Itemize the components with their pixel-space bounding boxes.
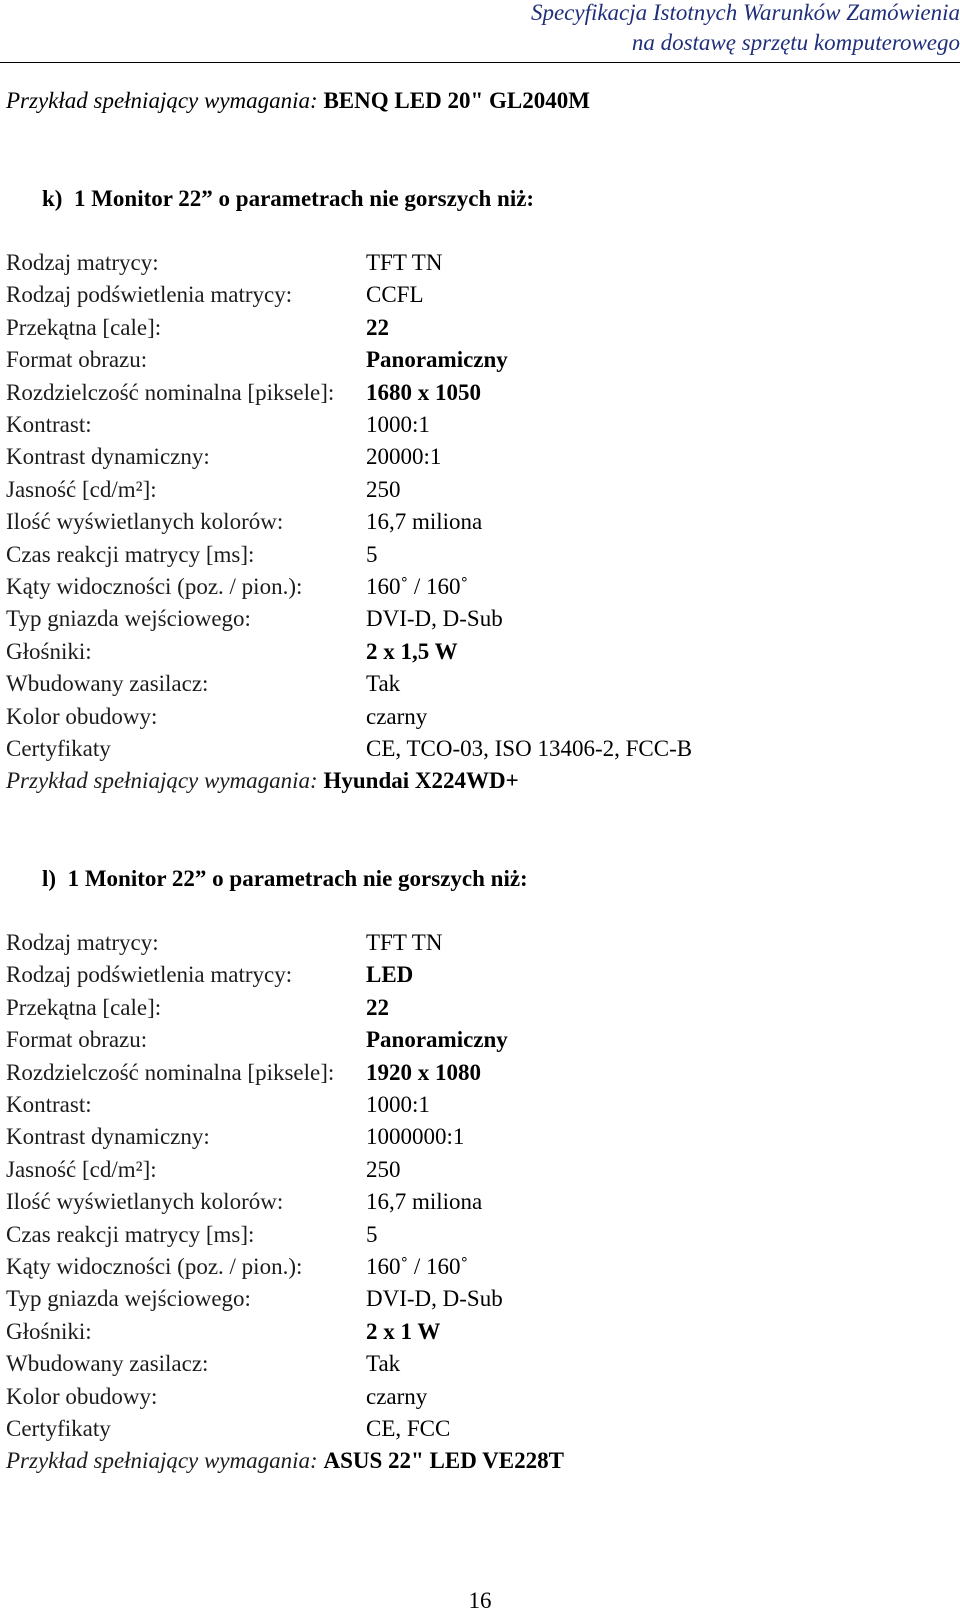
spec-label: Głośniki: bbox=[6, 1318, 92, 1344]
spec-row bbox=[6, 638, 458, 665]
spec-value: 2 x 1 W bbox=[366, 1318, 441, 1344]
example-label: Przykład spełniający wymagania: bbox=[6, 768, 318, 793]
spec-label: Rodzaj podświetlenia matrycy: bbox=[6, 282, 293, 308]
spec-label: Czas reakcji matrycy [ms]: bbox=[6, 1221, 255, 1247]
spec-value: 1000:1 bbox=[366, 412, 430, 437]
spec-row bbox=[6, 1124, 465, 1150]
spec-label: Jasność [cd/m²]: bbox=[6, 476, 157, 502]
section-heading: 1 Monitor 22” o parametrach nie gorszych niż: bbox=[67, 866, 528, 891]
spec-label: Format obrazu: bbox=[6, 1027, 148, 1053]
spec-row bbox=[6, 444, 442, 470]
spec-row bbox=[6, 574, 469, 600]
page-header bbox=[0, 0, 960, 63]
spec-value: CCFL bbox=[366, 282, 424, 308]
spec-value: 1000000:1 bbox=[366, 1124, 465, 1150]
spec-value: czarny bbox=[366, 703, 428, 729]
spec-row bbox=[6, 1092, 430, 1118]
spec-row bbox=[6, 1383, 428, 1410]
spec-label: Rodzaj podświetlenia matrycy: bbox=[6, 962, 293, 988]
spec-label: Rodzaj matrycy: bbox=[6, 250, 159, 275]
spec-value: DVI-D, D-Sub bbox=[366, 606, 503, 632]
spec-row bbox=[6, 606, 503, 632]
spec-row bbox=[6, 930, 443, 956]
spec-value: Tak bbox=[366, 671, 401, 697]
example-label: Przykład spełniający wymagania: bbox=[6, 1448, 318, 1473]
spec-label: Kontrast dynamiczny: bbox=[6, 444, 210, 470]
section-l-title bbox=[42, 866, 528, 892]
example-value: BENQ LED 20" GL2040M bbox=[323, 88, 590, 113]
spec-value: Tak bbox=[366, 1351, 401, 1377]
spec-label: Jasność [cd/m²]: bbox=[6, 1156, 157, 1182]
spec-row bbox=[6, 476, 401, 503]
spec-value: 22 bbox=[366, 994, 389, 1020]
spec-label: Kontrast: bbox=[6, 1092, 92, 1117]
spec-row bbox=[6, 282, 424, 308]
page-number: 16 bbox=[468, 1588, 492, 1613]
spec-value: CE, FCC bbox=[366, 1416, 451, 1441]
spec-value: czarny bbox=[366, 1383, 428, 1409]
spec-label: Głośniki: bbox=[6, 638, 92, 664]
spec-value: 16,7 miliona bbox=[366, 1189, 483, 1215]
spec-row bbox=[6, 509, 483, 535]
spec-row bbox=[6, 541, 378, 568]
spec-label: Przekątna [cale]: bbox=[6, 994, 162, 1020]
spec-value: 22 bbox=[366, 314, 389, 340]
spec-value: 2 x 1,5 W bbox=[366, 638, 458, 664]
spec-row bbox=[6, 962, 414, 988]
spec-row bbox=[6, 1254, 469, 1280]
spec-label: Rodzaj matrycy: bbox=[6, 930, 159, 955]
spec-label: Czas reakcji matrycy [ms]: bbox=[6, 541, 255, 567]
spec-row bbox=[6, 736, 693, 762]
spec-row bbox=[6, 1189, 483, 1215]
spec-value: 250 bbox=[366, 476, 401, 502]
spec-label: Kontrast: bbox=[6, 412, 92, 437]
spec-value: 1680 x 1050 bbox=[366, 379, 481, 405]
section-k-example bbox=[6, 768, 519, 794]
section-heading: 1 Monitor 22” o parametrach nie gorszych niż: bbox=[73, 186, 535, 211]
section-l-example bbox=[6, 1448, 564, 1474]
top-example bbox=[6, 88, 590, 114]
spec-label: Rozdzielczość nominalna [piksele]: bbox=[6, 1059, 335, 1085]
spec-value: CE, TCO-03, ISO 13406-2, FCC-B bbox=[366, 736, 693, 761]
spec-value: 20000:1 bbox=[366, 444, 442, 470]
spec-value: 16,7 miliona bbox=[366, 509, 483, 535]
spec-label: Ilość wyświetlanych kolorów: bbox=[6, 509, 284, 535]
spec-row bbox=[6, 1318, 441, 1345]
example-value: ASUS 22" LED VE228T bbox=[323, 1448, 564, 1473]
example-label: Przykład spełniający wymagania: bbox=[6, 88, 318, 113]
spec-label: Kolor obudowy: bbox=[6, 703, 158, 729]
spec-label: Typ gniazda wejściowego: bbox=[6, 1286, 251, 1312]
spec-value: 1920 x 1080 bbox=[366, 1059, 481, 1085]
spec-row bbox=[6, 703, 428, 730]
spec-row bbox=[6, 1351, 401, 1377]
section-prefix: l) bbox=[42, 866, 57, 891]
spec-label: Kontrast dynamiczny: bbox=[6, 1124, 210, 1150]
section-k-title bbox=[42, 186, 534, 212]
spec-label: Przekątna [cale]: bbox=[6, 314, 162, 340]
spec-row bbox=[6, 347, 508, 373]
spec-label: Rozdzielczość nominalna [piksele]: bbox=[6, 379, 335, 405]
spec-label: Wbudowany zasilacz: bbox=[6, 671, 209, 697]
spec-row bbox=[6, 412, 430, 438]
spec-row bbox=[6, 1156, 401, 1183]
spec-value: DVI-D, D-Sub bbox=[366, 1286, 503, 1312]
spec-value: 160˚ / 160˚ bbox=[366, 574, 469, 599]
spec-label: Kolor obudowy: bbox=[6, 1383, 158, 1409]
spec-row bbox=[6, 1059, 481, 1086]
spec-label: Wbudowany zasilacz: bbox=[6, 1351, 209, 1377]
spec-value: TFT TN bbox=[366, 250, 443, 275]
header-title: Specyfikacja Istotnych Warunków Zamówienia bbox=[530, 0, 960, 25]
spec-label: Kąty widoczności (poz. / pion.): bbox=[6, 1254, 303, 1279]
spec-row bbox=[6, 314, 389, 341]
spec-label: Certyfikaty bbox=[6, 1416, 111, 1441]
spec-label: Typ gniazda wejściowego: bbox=[6, 606, 251, 632]
example-value: Hyundai X224WD+ bbox=[323, 768, 519, 793]
spec-row bbox=[6, 1416, 451, 1442]
spec-row bbox=[6, 250, 443, 276]
spec-row bbox=[6, 1221, 378, 1248]
header-subtitle: na dostawę sprzętu komputerowego bbox=[631, 30, 960, 55]
spec-value: LED bbox=[366, 962, 414, 988]
spec-value: Panoramiczny bbox=[366, 347, 508, 373]
spec-label: Kąty widoczności (poz. / pion.): bbox=[6, 574, 303, 599]
spec-label: Ilość wyświetlanych kolorów: bbox=[6, 1189, 284, 1215]
spec-value: Panoramiczny bbox=[366, 1027, 508, 1053]
spec-value: 1000:1 bbox=[366, 1092, 430, 1117]
spec-label: Certyfikaty bbox=[6, 736, 111, 761]
spec-value: 160˚ / 160˚ bbox=[366, 1254, 469, 1279]
spec-row bbox=[6, 671, 401, 697]
spec-value: 5 bbox=[366, 541, 378, 567]
spec-row bbox=[6, 994, 389, 1021]
spec-label: Format obrazu: bbox=[6, 347, 148, 373]
spec-row bbox=[6, 1286, 503, 1312]
spec-value: TFT TN bbox=[366, 930, 443, 955]
spec-row bbox=[6, 379, 481, 406]
spec-value: 250 bbox=[366, 1156, 401, 1182]
spec-value: 5 bbox=[366, 1221, 378, 1247]
section-prefix: k) bbox=[42, 186, 63, 211]
spec-row bbox=[6, 1027, 508, 1053]
